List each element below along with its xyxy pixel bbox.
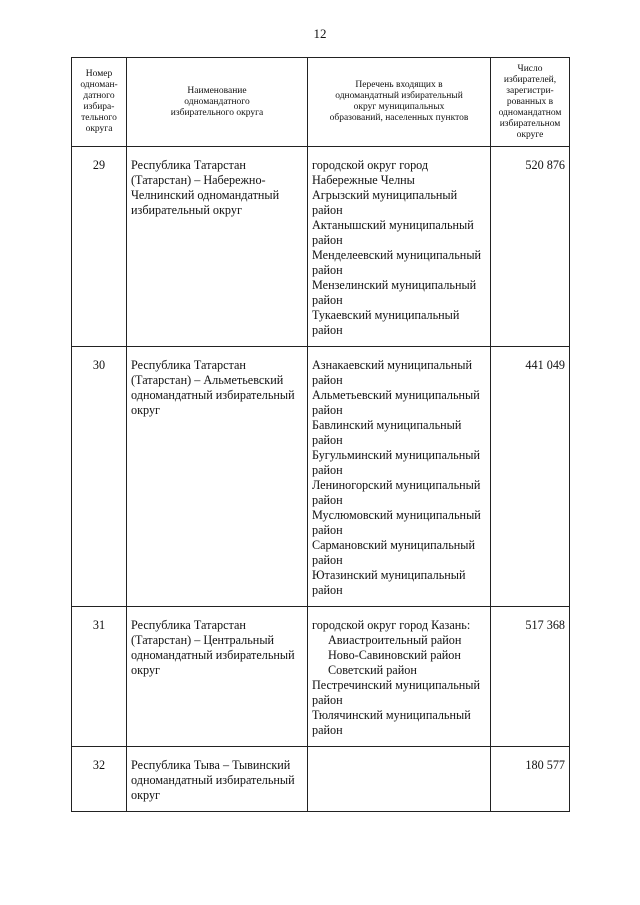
area-item: Агрызский муниципальный район: [312, 188, 458, 217]
header-line: округе: [516, 129, 544, 140]
area-item: Альметьевский муниципальный район: [312, 388, 480, 417]
header-line: избирательном: [499, 118, 561, 129]
table-body: [72, 147, 570, 812]
area-item: Актанышский муниципальный район: [312, 218, 474, 247]
area-item: городской округ город Набережные Челны: [312, 158, 429, 187]
area-item: Лениногорский муниципальный район: [312, 478, 481, 507]
district-areas: [308, 747, 491, 812]
voter-count: 441 049: [491, 347, 570, 607]
header-name: [127, 58, 308, 147]
area-item: Муслюмовский муниципальный район: [312, 508, 481, 537]
header-line: одномандатный избирательный: [335, 91, 463, 101]
district-number: 29: [72, 147, 127, 347]
area-item: Ново-Савиновский район: [328, 648, 461, 662]
table-row: [72, 607, 570, 747]
district-areas: [308, 347, 491, 607]
header-line: тельного: [81, 113, 117, 123]
districts-table: [71, 57, 570, 812]
district-name: Республика Татарстан (Татарстан) – Альметьевский одномандатный избирательный округ: [127, 347, 308, 607]
header-line: образований, населенных пунктов: [329, 113, 469, 123]
area-item: Тукаевский муниципальный район: [312, 308, 460, 337]
header-line: зарегистри-: [506, 85, 554, 96]
district-number: 32: [72, 747, 127, 812]
header-line: одноман-: [80, 80, 118, 90]
area-item: Пестречинский муниципальный район: [312, 678, 481, 707]
area-item: Советский район: [328, 663, 417, 677]
page-number: 12: [313, 26, 327, 41]
district-areas: [308, 607, 491, 747]
header-line: округ муниципальных: [353, 102, 445, 112]
table-row: [72, 347, 570, 607]
header-line: Номер: [85, 69, 113, 79]
district-number: 30: [72, 347, 127, 607]
header-areas: [308, 58, 491, 147]
table-row: [72, 147, 570, 347]
header-line: округа: [85, 124, 113, 134]
header-line: Число: [517, 63, 543, 74]
area-item: Ютазинский муниципальный район: [312, 568, 466, 597]
header-line: одномандатном: [498, 107, 562, 118]
table-row: [72, 747, 570, 812]
district-name: Республика Татарстан (Татарстан) – Набережно-Челнинский одномандатный избирательный округ: [127, 147, 308, 347]
area-item: Менделеевский муниципальный район: [312, 248, 482, 277]
header-voters: [491, 58, 570, 147]
area-item: Авиастроительный район: [328, 633, 462, 647]
header-line: избира-: [83, 102, 115, 112]
area-item: Мензелинский муниципальный район: [312, 278, 477, 307]
header-line: одномандатного: [184, 96, 250, 107]
header-line: датного: [83, 91, 115, 101]
header-line: избирателей,: [503, 74, 557, 85]
district-number: 31: [72, 607, 127, 747]
header-line: избирательного округа: [170, 107, 264, 118]
header-line: Перечень входящих в: [355, 80, 443, 90]
area-item: городской округ город Казань:: [312, 618, 471, 632]
voter-count: 517 368: [491, 607, 570, 747]
header-number: [72, 58, 127, 147]
area-item: Азнакаевский муниципальный район: [312, 358, 473, 387]
voter-count: 180 577: [491, 747, 570, 812]
header-row: [72, 58, 570, 147]
area-item: Бавлинский муниципальный район: [312, 418, 462, 447]
header-line: Наименование: [187, 85, 247, 96]
district-name: Республика Тыва – Тывинский одномандатный избирательный округ: [127, 747, 308, 812]
area-item: Сармановский муниципальный район: [312, 538, 476, 567]
area-item: Бугульминский муниципальный район: [312, 448, 480, 477]
district-name: Республика Татарстан (Татарстан) – Центральный одномандатный избирательный округ: [127, 607, 308, 747]
voter-count: 520 876: [491, 147, 570, 347]
area-item: Тюлячинский муниципальный район: [312, 708, 471, 737]
header-line: рованных в: [506, 96, 554, 107]
district-areas: [308, 147, 491, 347]
